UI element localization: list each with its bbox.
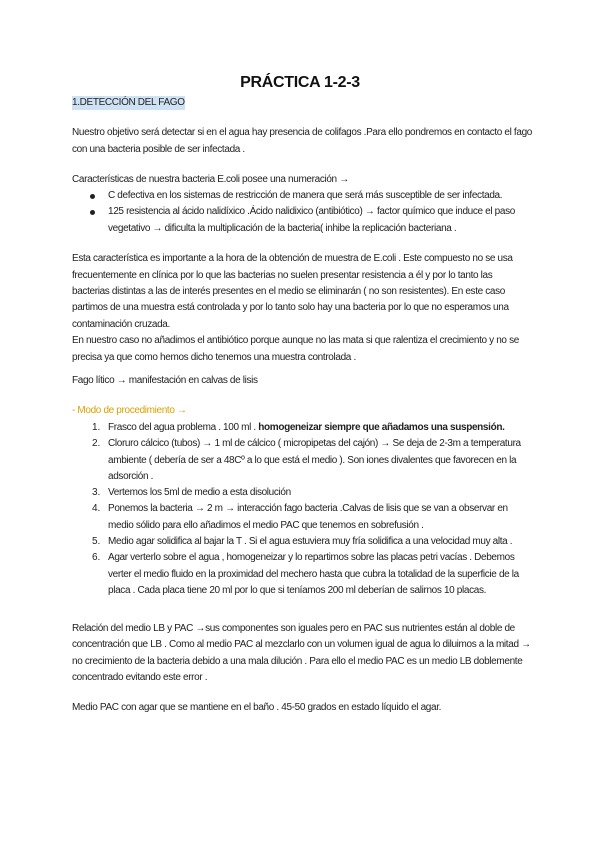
- step-number: 4.: [92, 503, 101, 514]
- paragraph-line: bacterias distintas a las de interés presentes en el medio se eliminarán ( no son resistentes). En este caso: [72, 286, 506, 297]
- paragraph-line: precisa ya que como hemos dicho tenemos una muestra controlada .: [72, 352, 356, 363]
- step-line: placa . Cada placa tiene 20 ml por lo que si teníamos 200 ml deberían de salirnos 10 placas.: [108, 585, 487, 596]
- step-line: [108, 421, 505, 435]
- relation-line: no crecimiento de la bacteria debido a una mala dilución . Para ello el medio PAC es un medio LB doblemente: [72, 656, 523, 667]
- step-line: verter el medio fluido en la proximidad del mechero hasta que cubra la totalidad de la superficie de la: [108, 569, 519, 580]
- bullet-icon: [90, 210, 95, 215]
- step-line: adsorción .: [108, 471, 154, 482]
- bullet-line: 125 resistencia al ácido nalidíxico .Ácido nalidixico (antibiótico) → factor químico que induce el paso: [108, 206, 515, 217]
- step-number: 1.: [92, 422, 101, 433]
- step-text: Frasco del agua problema . 100 ml .: [108, 422, 259, 433]
- section-heading: 1.DETECCIÓN DEL FAGO: [72, 97, 185, 108]
- paragraph-line: partimos de una muestra está controlada y por lo tanto solo hay una bacteria por lo que no esperamos una: [72, 302, 509, 313]
- paragraph-line: Esta característica es importante a la hora de la obtención de muestra de E.coli . Este compuesto no se usa: [72, 253, 513, 264]
- paragraph-line: frecuentemente en clínica por lo que las bacterias no suelen presentar resistencia a él y por lo tanto las: [72, 270, 493, 281]
- bullet-line: C defectiva en los sistemas de restricción de manera que será más susceptible de ser infectada.: [108, 190, 503, 201]
- relation-line: Relación del medio LB y PAC →sus componentes son iguales pero en PAC sus nutrientes están al doble de: [72, 623, 515, 634]
- step-line: Agar verterlo sobre el agua , homogeneizar y lo repartimos sobre las placas petri vacías . Debemos: [108, 552, 515, 563]
- intro-line: con una bacteria posible de ser infectada .: [72, 144, 245, 155]
- page-title: PRÁCTICA 1-2-3: [240, 74, 360, 91]
- intro-line: Nuestro objetivo será detectar si en el agua hay presencia de colifagos .Para ello pondremos en contacto el fago: [72, 127, 532, 138]
- bullet-icon: [90, 194, 95, 199]
- step-line: Cloruro cálcico (tubos) → 1 ml de cálcico ( micropipetas del cajón) → Se deja de 2-3m a temperatura: [108, 438, 521, 449]
- relation-line: concentración que LB . Como al medio PAC al mezclarlo con un volumen igual de agua lo diluimos a la mitad →: [72, 639, 531, 650]
- fago-litico-line: Fago lítico → manifestación en calvas de lisis: [72, 375, 258, 386]
- step-line: Vertemos los 5ml de medio a esta disolución: [108, 487, 291, 498]
- paragraph-line: En nuestro caso no añadimos el antibiótico porque aunque no las mata si que ralentiza el crecimiento y no se: [72, 335, 519, 346]
- step-number: 5.: [92, 536, 101, 547]
- procedure-heading: - Modo de procedimiento →: [72, 405, 187, 416]
- step-number: 3.: [92, 487, 101, 498]
- step-line: medio sólido para ello añadimos el medio PAC que tenemos en sobrefusión .: [108, 520, 424, 531]
- step-number: 2.: [92, 438, 101, 449]
- step-number: 6.: [92, 552, 101, 563]
- relation-line: concentrado evitando este error .: [72, 672, 208, 683]
- step-bold-text: homogeneizar siempre que añadamos una suspensión.: [258, 422, 505, 433]
- step-line: Ponemos la bacteria → 2 m → interacción fago bacteria .Calvas de lisis que se van a observar en: [108, 503, 508, 514]
- paragraph-line: contaminación cruzada.: [72, 319, 170, 330]
- step-line: ambiente ( debería de ser a 48Cº a lo que está el medio ). Son iones divalentes que favorecen en la: [108, 455, 517, 466]
- final-note: Medio PAC con agar que se mantiene en el baño . 45-50 grados en estado líquido el agar.: [72, 702, 442, 713]
- step-line: Medio agar solidifica al bajar la T . Si el agua estuviera muy fría solidifica a una velocidad muy alta .: [108, 536, 513, 547]
- bullet-line: vegetativo → dificulta la multiplicación de la bacteria( inhibe la replicación bacteriana .: [108, 223, 457, 234]
- characteristics-intro: Características de nuestra bacteria E.coli posee una numeración →: [72, 174, 349, 185]
